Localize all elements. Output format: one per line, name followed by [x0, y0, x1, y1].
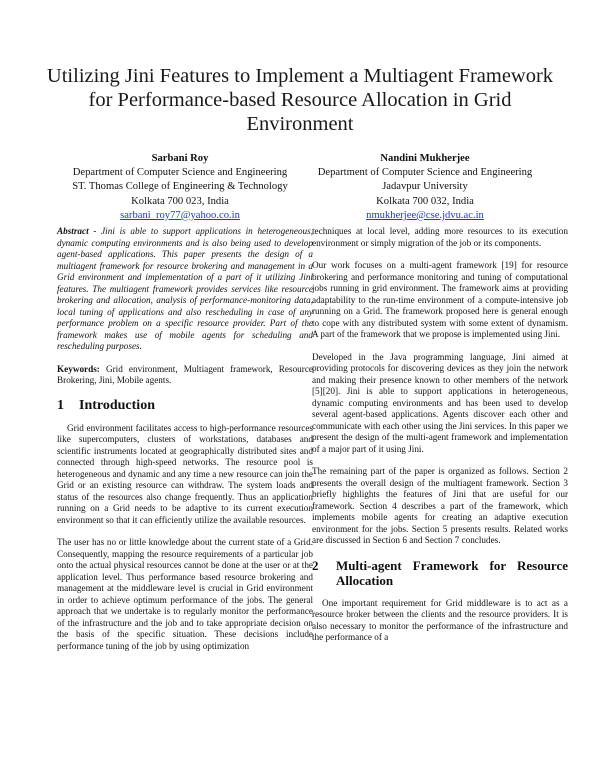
keywords-text: Grid environment, Multiagent framework, Resource Brokering, Jini, Mobile agents. — [57, 363, 313, 385]
author-city: Kolkata 700 023, India — [131, 195, 229, 207]
section-number: 1 — [57, 397, 64, 413]
author-email-link[interactable]: nmukherjee@cse.jdvu.ac.in — [366, 209, 484, 221]
abstract — [57, 226, 313, 353]
abstract-label: Abstract - — [57, 226, 97, 236]
author-block-2 — [300, 152, 550, 223]
paragraph: techniques at local level, adding more resources to its execution environment or simply migration of the job or its components. — [312, 226, 568, 248]
section-title: Multi-agent Framework for Resource Allocation — [336, 557, 568, 588]
section-title: Introduction — [79, 397, 155, 413]
author-name: Sarbani Roy — [151, 153, 209, 164]
paper-title: Utilizing Jini Features to Implement a Multiagent Framework for Performance-based Resource Allocation in Grid Environment — [46, 65, 554, 135]
paragraph: Our work focuses on a multi-agent framework [19] for resource brokering and performance monitoring and tuning of computational jobs running in grid environment. The framework aims at providing adaptability to the run-time environment of a compute-intensive job running on a Grid. The framework proposed here is general enough to cope with any distributed system with some extent of dynamism. A part of the framework that we propose is implemented using Jini. — [312, 260, 568, 339]
left-column — [57, 226, 313, 663]
paragraph: Grid environment facilitates access to high-performance resources like supercomputers, clusters of workstations, databases and scientific instruments located at geographically distributed sites and connected through high-speed networks. The resource pool is heterogeneous and dynamic and any time a new resource can join the Grid or an existing resource can withdraw. The system loads and status of the resources also change frequently. Thus an application running on a Grid needs to be adaptive to its current execution environment so that it can efficiently utilize the available resources. — [57, 422, 313, 525]
author-institution: ST. Thomas College of Engineering & Technology — [72, 181, 288, 193]
author-institution: Jadavpur University — [382, 181, 468, 193]
paragraph: Developed in the Java programming language, Jini aimed at providing protocols for discovering devices as they join the network and making their presence known to other members of the network [5][20]. Jini is able to support applications in heterogeneous, dynamic computing environments and has been used to develop several agent-based applications. Agents discover each other and communicate with each other using the Jini services. In this paper we present the design of the multi-agent framework and implementation of a major part of it using Jini. — [312, 351, 568, 454]
paragraph: The user has no or little knowledge about the current state of a Grid. Consequently, mapping the resource requirements of a particular job onto the actual physical resources cannot be done at the user or at the application level. Thus performance based resource brokering and management at the middleware level is crucial in Grid environment in order to achieve optimum performance of the jobs. The general approach that we undertake is to regularly monitor the performance of the infrastructure and the job and to take appropriate decision on the basis of the specific situation. These decisions include performance tuning of the job by using optimization — [57, 537, 313, 651]
paragraph: The remaining part of the paper is organized as follows. Section 2 presents the overall design of the multiagent framework. Section 3 briefly highlights the features of Jini that are useful for our framework. Section 4 describes a part of the framework, which implements mobile agents for creating an adaptive execution environment for the jobs. Section 5 presents results. Related works are discussed in Section 6 and Section 7 concludes. — [312, 466, 568, 545]
author-block-1 — [55, 152, 305, 223]
right-column — [312, 226, 568, 655]
paragraph: One important requirement for Grid middleware is to act as a resource broker between the clients and the resource providers. It is also necessary to monitor the performance of the infrastructure and the performance of a — [312, 597, 568, 642]
author-department: Department of Computer Science and Engineering — [72, 167, 288, 179]
keywords-label: Keywords: — [57, 363, 100, 374]
author-city: Kolkata 700 032, India — [376, 195, 474, 207]
section-heading-multiagent-framework — [312, 558, 568, 589]
author-department: Department of Computer Science and Engineering — [317, 167, 533, 179]
author-name: Nandini Mukherjee — [380, 153, 470, 164]
section-heading-introduction — [57, 398, 313, 414]
author-email-link[interactable]: sarbani_roy77@yahoo.co.in — [120, 209, 240, 221]
abstract-text: Jini is able to support applications in heterogeneous, dynamic computing environments and is also being used to develop agent-based applications. This paper presents the design of a multiagent framework for resource brokering and management in a Grid environment and implementation of a part of it utilizing Jini features. The multiagent framework provides services like resource brokering and allocation, analysis of performance-monitoring data, local tuning of applications and also rescheduling in case of any performance problem on a specific resource provider. Part of the framework makes use of mobile agents for scheduling and rescheduling purposes. — [57, 226, 313, 351]
keywords — [57, 364, 313, 387]
section-number: 2 — [312, 557, 319, 573]
